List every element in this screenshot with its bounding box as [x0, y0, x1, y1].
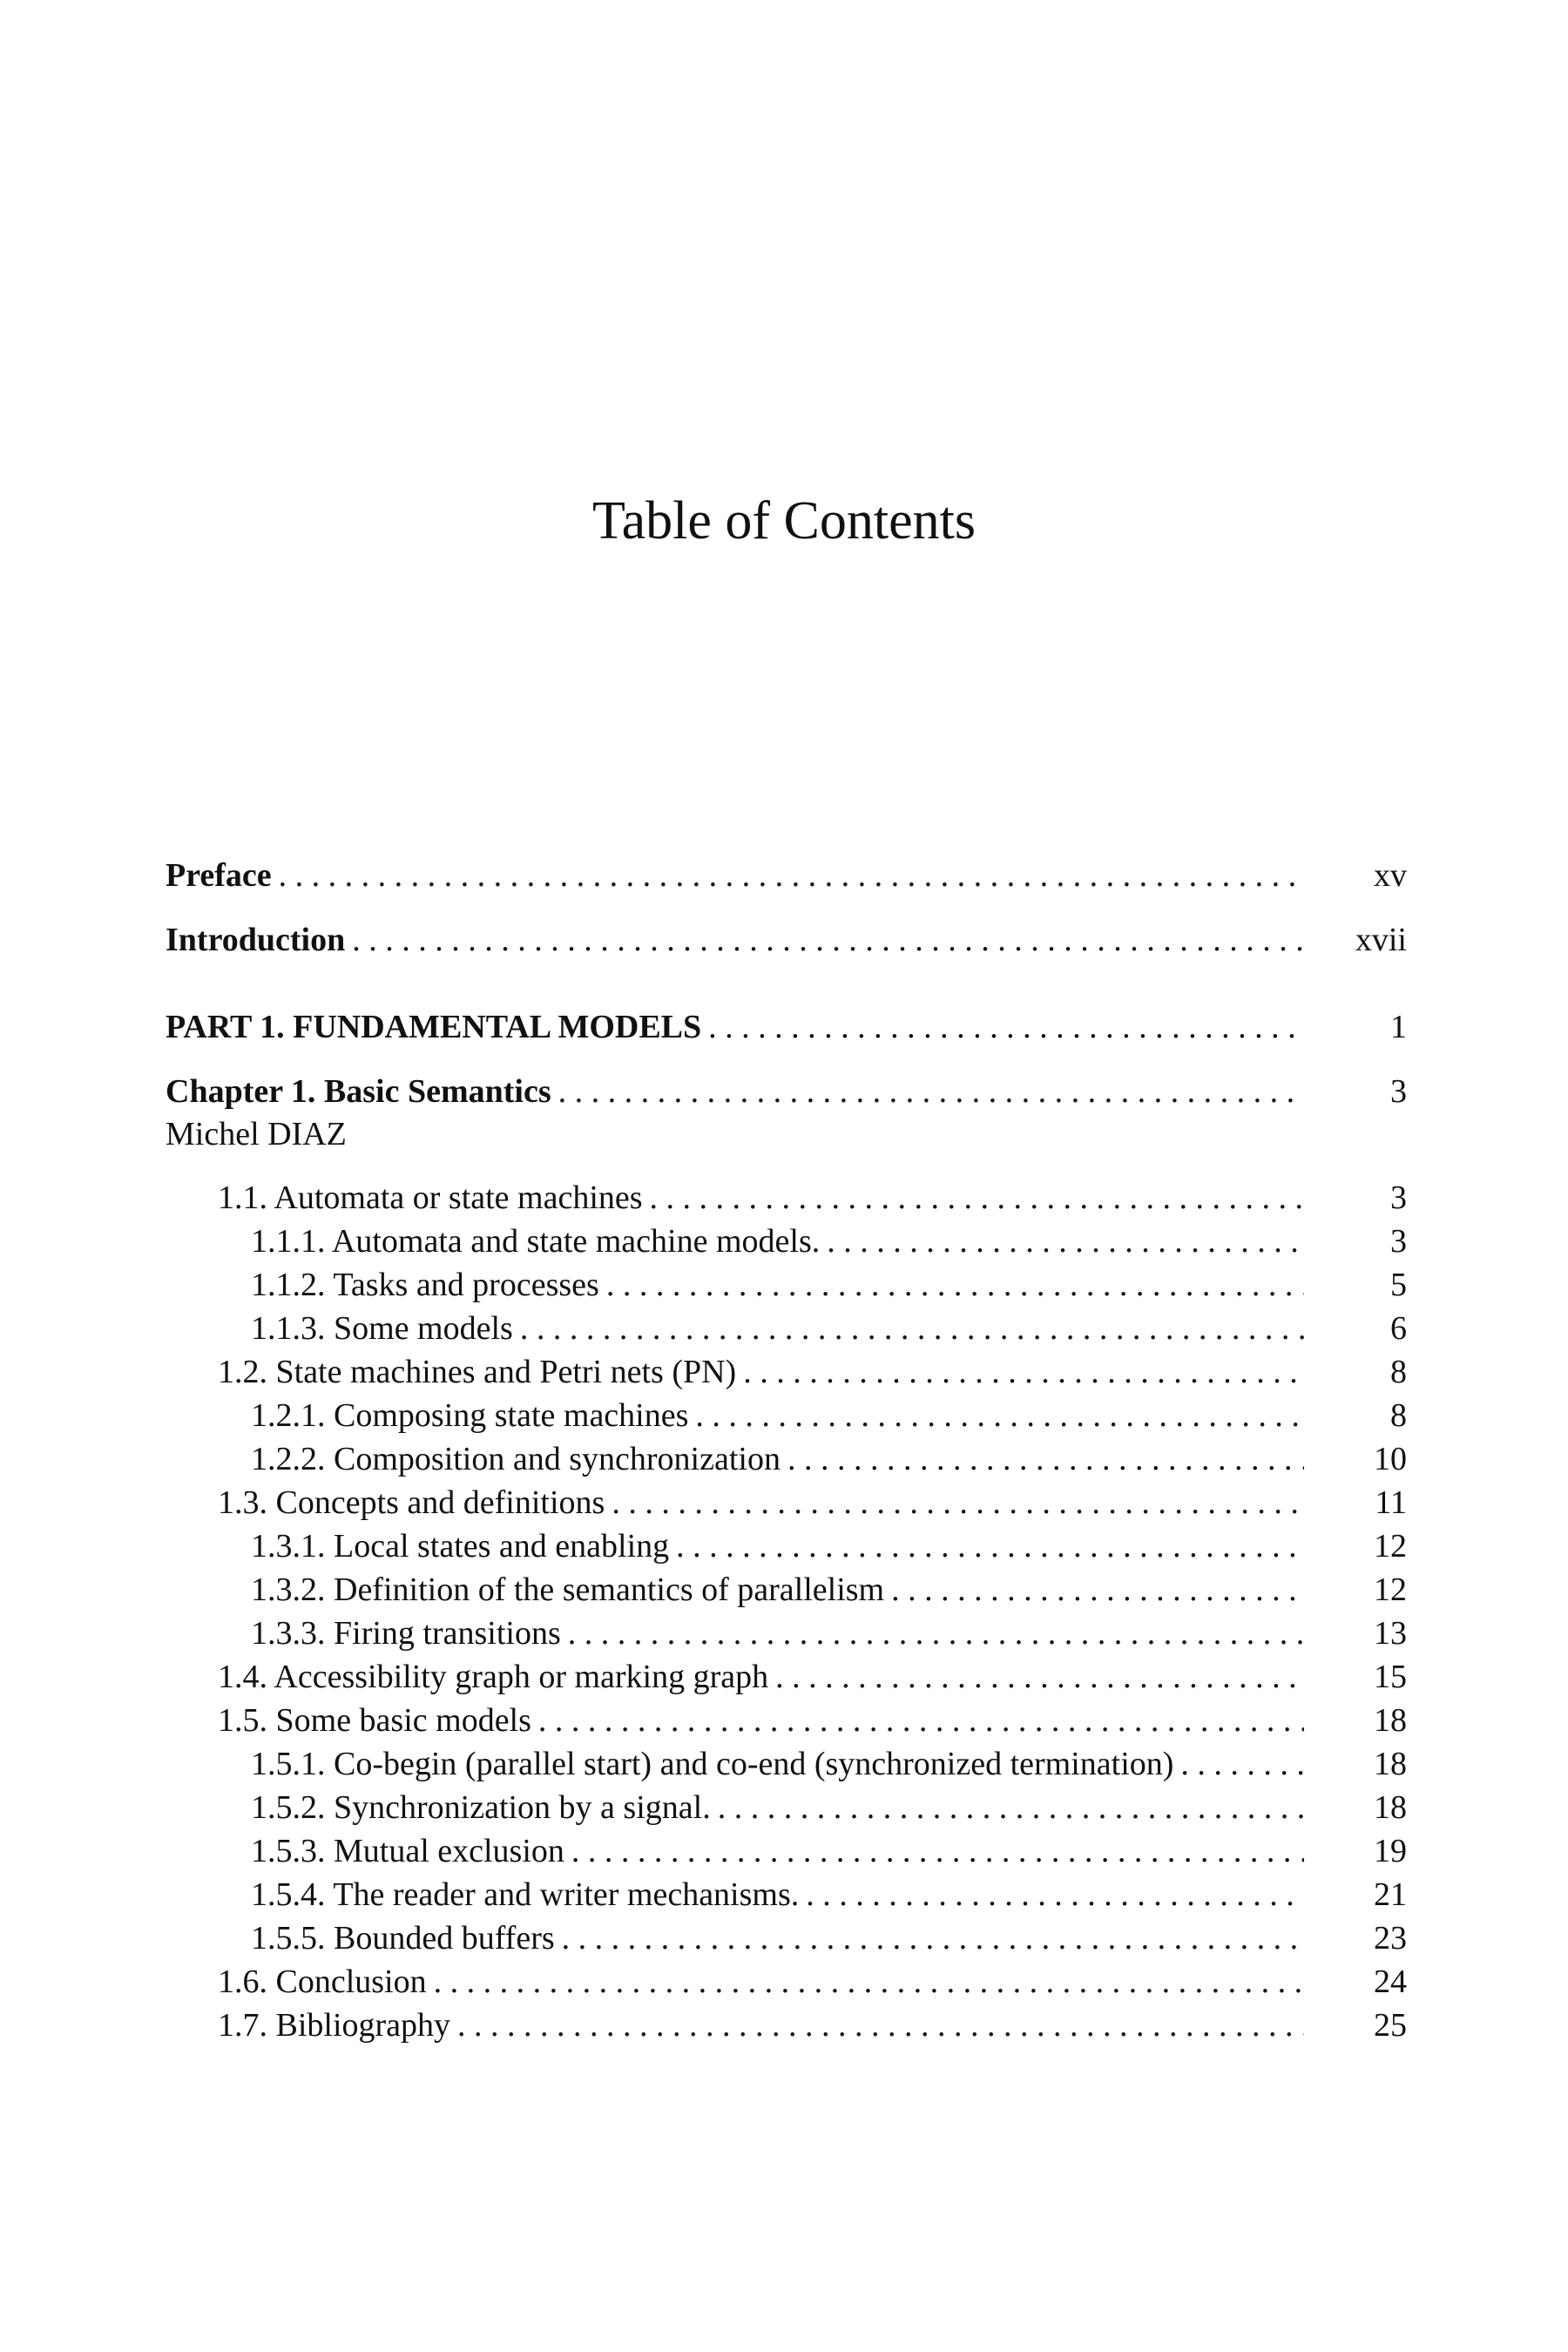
- toc-entry-label: Introduction: [166, 922, 346, 958]
- toc-entry-section[interactable]: [166, 1655, 1407, 1699]
- part-number: PART 1.: [166, 1009, 285, 1045]
- toc-entry-label: 1.5. Some basic models: [218, 1702, 531, 1739]
- toc-entry-page: 3: [1390, 1073, 1407, 1110]
- toc-entry-subsection[interactable]: [166, 1786, 1407, 1829]
- toc-entry-subsection[interactable]: [166, 1307, 1407, 1350]
- toc-entry-subsection[interactable]: [166, 1916, 1407, 1960]
- dot-leader: [775, 1655, 1304, 1699]
- toc-entry-label: 1.4. Accessibility graph or marking graph: [218, 1659, 769, 1695]
- toc-entry-page: 1: [1390, 1009, 1407, 1045]
- toc-entry-label: 1.5.3. Mutual exclusion: [251, 1833, 564, 1869]
- dot-leader: [279, 854, 1304, 897]
- toc-entry-section[interactable]: [166, 1481, 1407, 1524]
- dot-leader: [1180, 1742, 1304, 1786]
- toc-entry-page: 23: [1374, 1920, 1407, 1957]
- dot-leader: [695, 1394, 1304, 1437]
- toc-entry-page: 15: [1374, 1659, 1407, 1695]
- dot-leader: [457, 2004, 1304, 2047]
- toc-entry-page: 3: [1390, 1223, 1407, 1260]
- dot-leader: [520, 1307, 1304, 1350]
- toc-entry-page: 12: [1374, 1571, 1407, 1608]
- dot-leader: [743, 1350, 1304, 1394]
- table-of-contents: [166, 854, 1407, 2047]
- chapter-author: [166, 1113, 1407, 1155]
- toc-entry-page: 11: [1375, 1484, 1407, 1521]
- dot-leader: [650, 1176, 1304, 1220]
- dot-leader: [571, 1829, 1304, 1873]
- dot-leader: [891, 1568, 1304, 1612]
- toc-entry-page: 10: [1374, 1441, 1407, 1477]
- dot-leader: [352, 918, 1304, 962]
- toc-entry-introduction[interactable]: [166, 918, 1407, 962]
- toc-entry-label: 1.3. Concepts and definitions: [218, 1484, 605, 1521]
- toc-entry-section[interactable]: [166, 1176, 1407, 1220]
- dot-leader: [827, 1220, 1304, 1263]
- dot-leader: [538, 1699, 1304, 1742]
- toc-entry-page: 12: [1374, 1528, 1407, 1565]
- toc-entry-label: 1.2.1. Composing state machines: [251, 1397, 689, 1434]
- toc-entry-page: 18: [1374, 1702, 1407, 1739]
- dot-leader: [708, 1005, 1304, 1049]
- toc-entry-subsection[interactable]: [166, 1220, 1407, 1263]
- toc-entry-label: 1.5.1. Co-begin (parallel start) and co-end (synchronized termination): [251, 1746, 1174, 1782]
- toc-entry-page: 25: [1374, 2007, 1407, 2044]
- toc-entry-page: 24: [1374, 1963, 1407, 2000]
- dot-leader: [434, 1960, 1304, 2004]
- toc-entry-subsection[interactable]: [166, 1437, 1407, 1481]
- section-list: [166, 1176, 1407, 2047]
- toc-entry-label: 1.5.4. The reader and writer mechanisms.: [251, 1876, 800, 1913]
- dot-leader: [558, 1070, 1304, 1113]
- author-first-name: Michel: [166, 1116, 260, 1152]
- toc-entry-subsection[interactable]: [166, 1829, 1407, 1873]
- toc-entry-label: 1.1.3. Some models: [251, 1310, 513, 1347]
- dot-leader: [562, 1916, 1304, 1960]
- dot-leader: [676, 1524, 1304, 1568]
- toc-entry-label: 1.5.2. Synchronization by a signal.: [251, 1789, 711, 1826]
- toc-entry-label: 1.2. State machines and Petri nets (PN): [218, 1354, 737, 1390]
- toc-entry-page: 19: [1374, 1833, 1407, 1869]
- toc-entry-subsection[interactable]: [166, 1568, 1407, 1612]
- toc-entry-page: 13: [1374, 1615, 1407, 1652]
- page-title: Table of Contents: [592, 490, 976, 551]
- toc-entry-part-1[interactable]: [166, 1005, 1407, 1049]
- dot-leader: [612, 1481, 1304, 1524]
- toc-entry-page: 8: [1390, 1397, 1407, 1434]
- toc-entry-label: 1.3.3. Firing transitions: [251, 1615, 561, 1652]
- toc-entry-label: 1.3.2. Definition of the semantics of parallelism: [251, 1571, 885, 1608]
- toc-entry-page: 5: [1390, 1267, 1407, 1303]
- toc-entry-label: Preface: [166, 857, 272, 894]
- toc-entry-section[interactable]: [166, 1699, 1407, 1742]
- toc-entry-label: 1.1.2. Tasks and processes: [251, 1267, 599, 1303]
- toc-entry-section[interactable]: [166, 1960, 1407, 2004]
- toc-entry-subsection[interactable]: [166, 1612, 1407, 1655]
- chapter-heading: Chapter 1. Basic Semantics: [166, 1073, 551, 1110]
- toc-entry-label: 1.1. Automata or state machines: [218, 1179, 643, 1216]
- author-last-name: DIAZ: [267, 1116, 347, 1152]
- part-heading: [166, 1005, 701, 1049]
- toc-entry-chapter-1[interactable]: [166, 1070, 1407, 1113]
- toc-entry-label: 1.1.1. Automata and state machine models.: [251, 1223, 821, 1260]
- dot-leader: [606, 1263, 1304, 1307]
- dot-leader: [718, 1786, 1304, 1829]
- toc-entry-page: xvii: [1355, 922, 1407, 958]
- toc-entry-subsection[interactable]: [166, 1873, 1407, 1916]
- toc-entry-label: 1.6. Conclusion: [218, 1963, 427, 2000]
- toc-entry-subsection[interactable]: [166, 1263, 1407, 1307]
- toc-entry-preface[interactable]: [166, 854, 1407, 897]
- toc-entry-subsection[interactable]: [166, 1394, 1407, 1437]
- toc-entry-section[interactable]: [166, 1350, 1407, 1394]
- toc-entry-section[interactable]: [166, 2004, 1407, 2047]
- toc-entry-page: 18: [1374, 1746, 1407, 1782]
- dot-leader: [568, 1612, 1304, 1655]
- toc-entry-label: 1.5.5. Bounded buffers: [251, 1920, 555, 1957]
- dot-leader: [806, 1873, 1304, 1916]
- toc-entry-label: 1.2.2. Composition and synchronization: [251, 1441, 781, 1477]
- toc-entry-page: 6: [1390, 1310, 1407, 1347]
- part-title: FUNDAMENTAL MODELS: [293, 1009, 702, 1045]
- toc-entry-page: 8: [1390, 1354, 1407, 1390]
- toc-entry-subsection[interactable]: [166, 1524, 1407, 1568]
- toc-entry-subsection[interactable]: [166, 1742, 1407, 1786]
- toc-entry-label: 1.3.1. Local states and enabling: [251, 1528, 670, 1565]
- toc-entry-label: 1.7. Bibliography: [218, 2007, 451, 2044]
- dot-leader: [787, 1437, 1304, 1481]
- toc-entry-page: 3: [1390, 1179, 1407, 1216]
- toc-entry-page: 18: [1374, 1789, 1407, 1826]
- toc-entry-page: xv: [1374, 857, 1407, 894]
- toc-entry-page: 21: [1374, 1876, 1407, 1913]
